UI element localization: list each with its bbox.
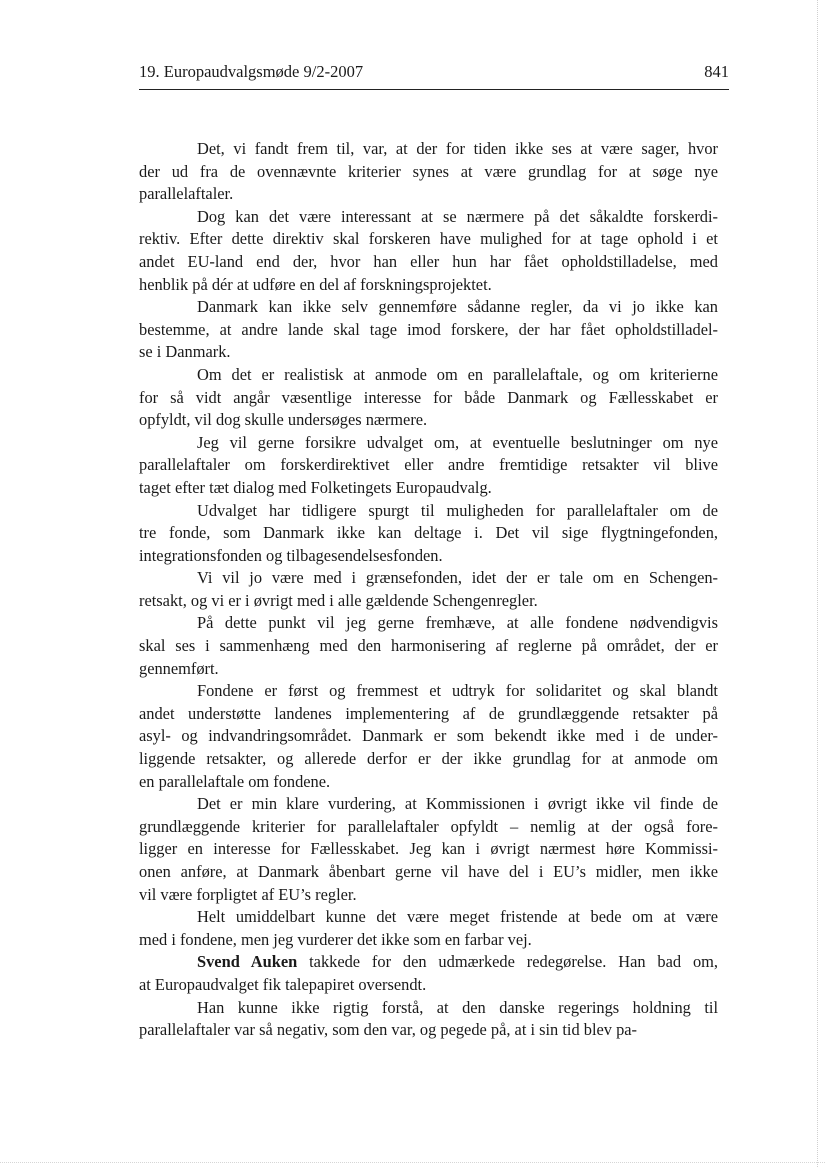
page-header: [139, 58, 729, 86]
text-line: [139, 432, 718, 455]
line-text: Jeg vil gerne forsikre udvalget om, at eventuelle beslutninger om nye: [197, 432, 718, 452]
paragraph: [139, 906, 718, 951]
line-text: andet EU-land end der, hvor han eller hun har fået opholdstilladelse, med: [139, 251, 718, 271]
text-line: [139, 703, 718, 726]
line-text: vil være forpligtet af EU’s regler.: [139, 884, 357, 904]
text-line: [139, 771, 718, 794]
text-line: [139, 635, 718, 658]
line-text: På dette punkt vil jeg gerne fremhæve, at alle fondene nødvendigvis: [197, 613, 718, 633]
paragraph: [139, 680, 718, 793]
scan-edge-bottom: [0, 1162, 825, 1163]
text-line: [139, 816, 718, 839]
text-line: [139, 138, 718, 161]
text-line: [139, 997, 718, 1020]
text-line: [139, 974, 718, 997]
line-text: Det er min klare vurdering, at Kommissionen i øvrigt ikke vil finde de: [197, 794, 718, 814]
line-text: Han kunne ikke rigtig forstå, at den danske regerings holdning til: [197, 997, 718, 1017]
paragraph: [139, 951, 718, 996]
paragraph: [139, 296, 718, 364]
paragraph: [139, 567, 718, 612]
text-line: [139, 567, 718, 590]
text-line: [139, 161, 718, 184]
line-text: parallelaftaler var så negativ, som den var, og pegede på, at i sin tid blev pa-: [139, 1020, 638, 1040]
text-line: [139, 838, 718, 861]
speaker-name: Svend Auken: [197, 952, 298, 972]
text-line: [139, 296, 718, 319]
text-line: [139, 725, 718, 748]
text-line: [139, 793, 718, 816]
text-line: [139, 206, 718, 229]
line-text: Fondene er først og fremmest et udtryk for solidaritet og skal blandt: [197, 681, 718, 701]
text-line: [139, 409, 718, 432]
text-line: [139, 861, 718, 884]
text-line: [139, 319, 718, 342]
line-text: for så vidt angår væsentlige interesse for både Danmark og Fællesskabet er: [139, 387, 718, 407]
header-rule: [139, 89, 729, 90]
text-line: [139, 454, 718, 477]
text-line: [139, 251, 718, 274]
line-text: Vi vil jo være med i grænsefonden, idet der er tale om en Schengen-: [197, 568, 718, 588]
line-text: parallelaftaler.: [139, 184, 234, 204]
text-line: [139, 545, 718, 568]
line-text: Danmark kan ikke selv gennemføre sådanne regler, da vi jo ikke kan: [197, 297, 718, 317]
paragraph: [139, 793, 718, 906]
text-line: [139, 929, 718, 952]
line-text: at Europaudvalget fik talepapiret oversendt.: [139, 974, 427, 994]
line-text: tre fonde, som Danmark ikke kan deltage i. Det vil sige flygtningefonden,: [139, 523, 718, 543]
line-text: rektiv. Efter dette direktiv skal forskeren have mulighed for at tage ophold i et: [139, 229, 718, 249]
line-text: Helt umiddelbart kunne det være meget fristende at bede om at være: [197, 907, 718, 927]
paragraph: [139, 612, 718, 680]
line-text: taget efter tæt dialog med Folketingets Europaudvalg.: [139, 477, 492, 497]
paragraph: [139, 500, 718, 568]
line-text: med i fondene, men jeg vurderer det ikke som en farbar vej.: [139, 929, 532, 949]
text-line: [139, 590, 718, 613]
paragraph: [139, 364, 718, 432]
line-text: der ud fra de ovennævnte kriterier synes at være grundlag for at søge nye: [139, 161, 718, 181]
line-text: gennemført.: [139, 658, 219, 678]
paragraph: [139, 997, 718, 1042]
line-text: Dog kan det være interessant at se nærmere på det såkaldte forskerdi-: [197, 206, 718, 226]
line-text: parallelaftaler om forskerdirektivet eller andre fremtidige retsakter vil blive: [139, 455, 718, 475]
line-text: opfyldt, vil dog skulle undersøges nærmere.: [139, 410, 428, 430]
line-text: en parallelaftale om fondene.: [139, 771, 331, 791]
line-text: se i Danmark.: [139, 342, 231, 362]
text-line: [139, 341, 718, 364]
text-line: [139, 612, 718, 635]
text-line: [139, 500, 718, 523]
line-text: integrationsfonden og tilbagesendelsesfonden.: [139, 545, 443, 565]
scan-edge-right: [817, 0, 818, 1167]
text-line: [139, 228, 718, 251]
line-text: Om det er realistisk at anmode om en parallelaftale, og om kriterierne: [197, 364, 718, 384]
line-text: henblik på dér at udføre en del af forskningsprojektet.: [139, 274, 492, 294]
text-line: [139, 748, 718, 771]
line-text: Det, vi fandt frem til, var, at der for tiden ikke ses at være sager, hvor: [197, 139, 718, 158]
line-text: skal ses i sammenhæng med den harmonisering af reglerne på området, der er: [139, 636, 718, 656]
text-line: [139, 951, 718, 974]
line-text: ligger en interesse for Fællesskabet. Jeg kan i øvrigt nærmest høre Kommissi-: [139, 839, 718, 859]
paragraph: [139, 138, 718, 206]
body-text: [139, 138, 718, 1042]
paragraph: [139, 432, 718, 500]
text-line: [139, 906, 718, 929]
paragraph: [139, 206, 718, 296]
line-text: andet understøtte landenes implementering af de grundlæggende retsakter på: [139, 703, 718, 723]
header-title: 19. Europaudvalgsmøde 9/2-2007: [139, 62, 364, 81]
line-text: bestemme, at andre lande skal tage imod forskere, der har fået opholdstilladel-: [139, 319, 718, 339]
text-line: [139, 183, 718, 206]
line-text: takkede for den udmærkede redegørelse. Han bad om,: [309, 952, 718, 972]
text-line: [139, 680, 718, 703]
text-line: [139, 364, 718, 387]
line-text: liggende retsakter, og allerede derfor er der ikke grundlag for at anmode om: [139, 749, 718, 769]
line-text: grundlæggende kriterier for parallelaftaler opfyldt – nemlig at der også fore-: [139, 816, 718, 836]
text-line: [139, 477, 718, 500]
text-line: [139, 522, 718, 545]
text-line: [139, 658, 718, 681]
text-line: [139, 1019, 718, 1042]
page-number: 841: [704, 62, 729, 81]
text-line: [139, 884, 718, 907]
line-text: asyl- og indvandringsområdet. Danmark er som bekendt ikke med i de under-: [139, 726, 718, 746]
text-line: [139, 387, 718, 410]
line-text: retsakt, og vi er i øvrigt med i alle gældende Schengenregler.: [139, 590, 538, 610]
line-text: Udvalget har tidligere spurgt til muligheden for parallelaftaler om de: [197, 500, 718, 520]
text-line: [139, 274, 718, 297]
line-text: onen anføre, at Danmark åbenbart gerne vil have del i EU’s midler, men ikke: [139, 862, 718, 881]
